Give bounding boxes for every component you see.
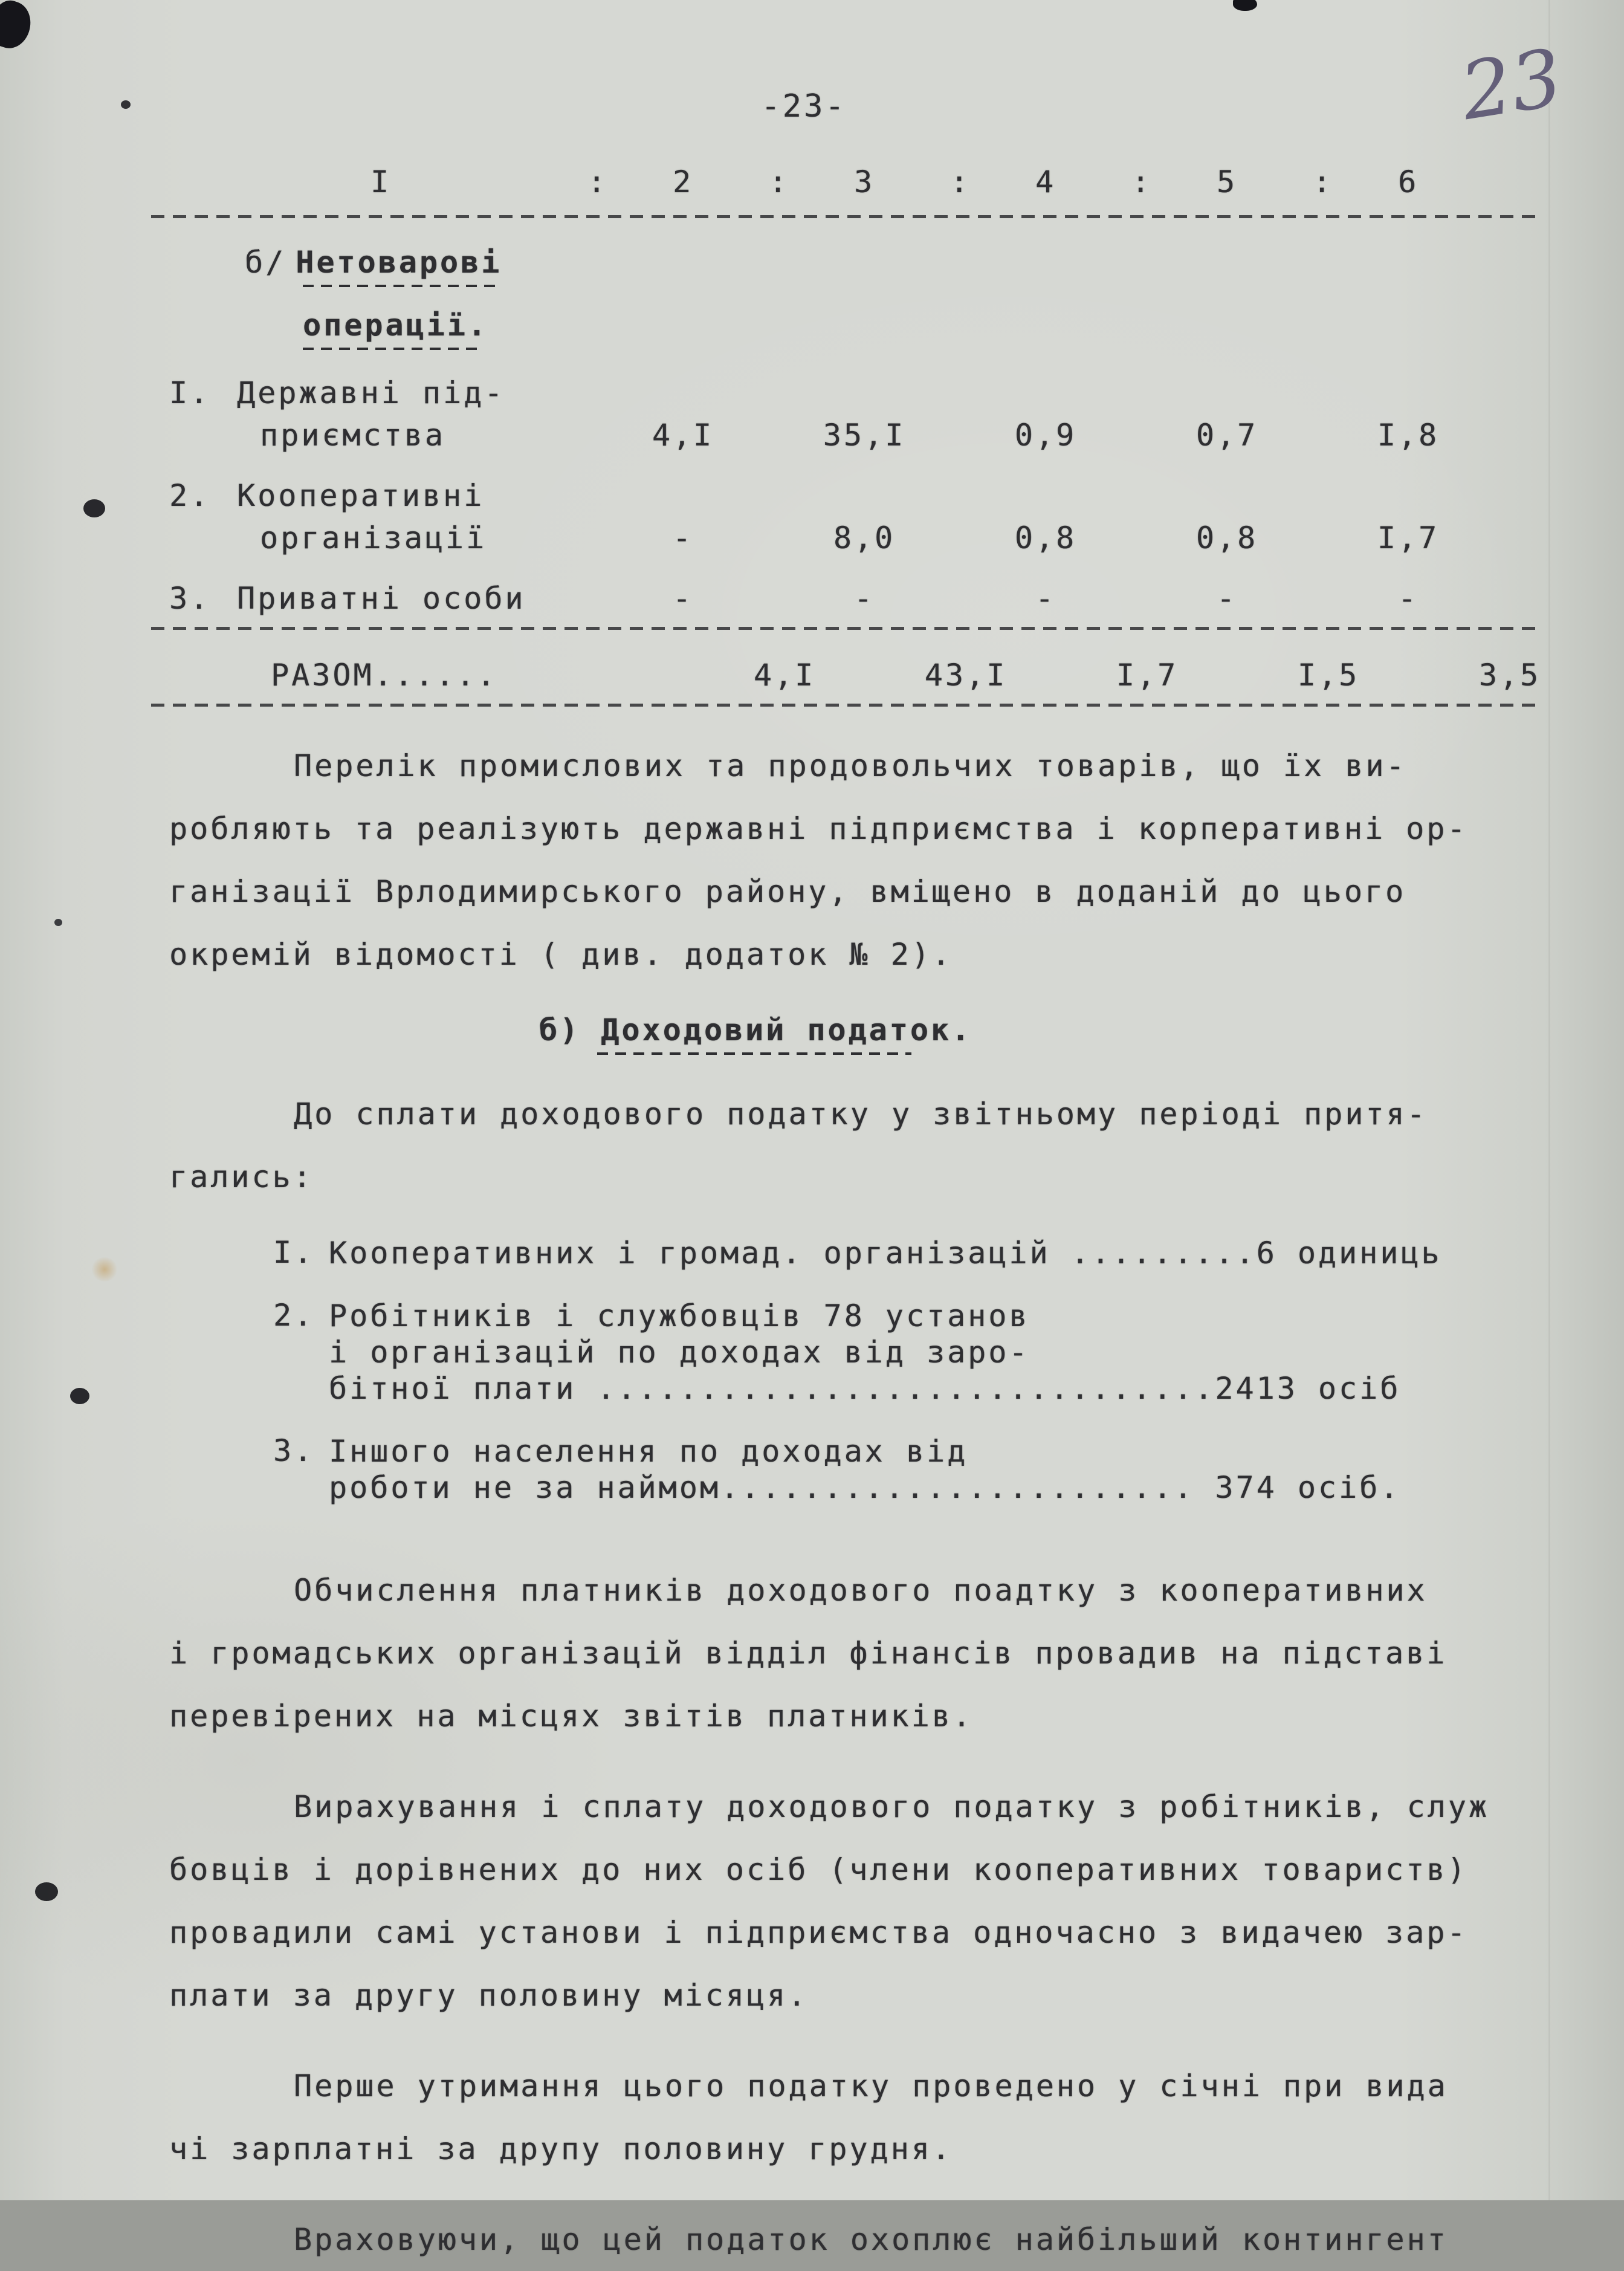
- numbered-list: [169, 1235, 1521, 1506]
- paragraph-line: окремій відомості ( див. додаток № 2).: [169, 937, 953, 972]
- cell-value: 35,І: [823, 418, 906, 453]
- paragraph-line: Перше утримання цього податку проведено у січні при вида: [294, 2069, 1448, 2104]
- column-label: : 5: [1131, 164, 1238, 199]
- dashed-underline: [597, 1052, 911, 1055]
- punch-hole: [35, 1882, 58, 1901]
- cell-value: І,5: [1297, 658, 1360, 693]
- paragraph-line: Обчислення платників доходового поадтку з кооперативних: [294, 1573, 1428, 1608]
- cell-value: 0,9: [1014, 418, 1077, 453]
- paragraph-line: До сплати доходового податку у звітньому періоді притя-: [294, 1097, 1428, 1132]
- paragraph-line: ганізації Врлодимирського району, вміщено в доданій до цього: [169, 874, 1406, 909]
- paragraph: [169, 734, 1521, 986]
- section-marker: б/: [245, 245, 286, 280]
- cell-value: -: [672, 581, 694, 616]
- total-label: РАЗОМ......: [271, 658, 498, 693]
- paragraph: [169, 2208, 1521, 2271]
- paragraph-line: провадили самі установи і підприємства одночасно з видачею зар-: [169, 1915, 1468, 1950]
- cell-value: 8,0: [833, 520, 896, 556]
- row-label: І. Державні під- приємства: [169, 375, 505, 453]
- table-row: [0, 478, 1624, 556]
- row-number: І.: [169, 375, 211, 410]
- table-section-heading: [245, 245, 1624, 350]
- cell-value: 43,І: [924, 658, 1008, 693]
- table-separator-line: [151, 704, 1541, 707]
- subheading: б) Доходовий податок.: [539, 1012, 972, 1048]
- cell-value: 4,І: [753, 658, 816, 693]
- paragraph-line: Враховуючи, що цей податок охоплює найбільший контингент: [294, 2222, 1448, 2257]
- ink-speck: [54, 919, 62, 926]
- cell-value: 0,8: [1195, 520, 1258, 556]
- list-item: [169, 1433, 1521, 1506]
- paragraph: [169, 1775, 1521, 2027]
- cell-value: І,7: [1116, 658, 1179, 693]
- ink-speck: [121, 100, 131, 109]
- dashed-underline: [303, 348, 484, 350]
- column-separator: :: [769, 164, 790, 199]
- table-total-row: [0, 658, 1624, 693]
- list-item-line: роботи не за наймом....................... 374 осіб.: [329, 1470, 1401, 1505]
- dashed-underline: [303, 285, 502, 287]
- typed-page-number: -23-: [761, 88, 847, 125]
- list-item-number: 2.: [273, 1298, 315, 1333]
- column-separator: :: [1313, 164, 1334, 199]
- paragraph-line: і громадських організацій відділ фінансів провадив на підставі: [169, 1636, 1448, 1671]
- cell-value: -: [672, 520, 694, 556]
- cell-value: -: [1216, 581, 1238, 616]
- statistics-table: [0, 164, 1624, 707]
- row-label: 3. Приватні особи: [169, 581, 526, 616]
- column-separator: :: [1131, 164, 1153, 199]
- list-item-number: І.: [273, 1235, 315, 1270]
- column-separator: :: [587, 164, 609, 199]
- fold-line: [1548, 0, 1550, 2200]
- table-row: [0, 581, 1624, 616]
- cell-value: І,8: [1377, 418, 1440, 453]
- paper-stain: [91, 1257, 118, 1281]
- list-item: [169, 1298, 1521, 1407]
- handwritten-page-number: 23: [1454, 31, 1568, 138]
- column-label: : 3: [769, 164, 875, 199]
- cell-value: 3,5: [1478, 658, 1541, 693]
- paragraph: [169, 1083, 1521, 1208]
- paragraph-line: чі зарплатні за друпу половину грудня.: [169, 2131, 953, 2166]
- cell-value: 4,І: [652, 418, 714, 453]
- scan-artifact-corner: [0, 0, 36, 53]
- paragraph-line: Вирахування і сплату доходового податку з робітників, служ: [294, 1789, 1489, 1824]
- column-label: : 4: [950, 164, 1056, 199]
- list-item-line: Іншого населення по доходах від: [329, 1434, 968, 1469]
- cell-value: -: [853, 581, 875, 616]
- column-label: : 2: [587, 164, 694, 199]
- list-item: [169, 1235, 1521, 1271]
- list-item-line: бітної плати ..............................2413 осіб: [329, 1371, 1401, 1406]
- paragraph: [169, 2055, 1521, 2180]
- cell-value: 0,7: [1195, 418, 1258, 453]
- list-item-line: Робітників і службовців 78 установ: [329, 1298, 1030, 1333]
- subheading-block: [539, 1012, 972, 1055]
- paragraph-line: бовців і дорівнених до них осіб (члени кооперативних товариств): [169, 1852, 1468, 1887]
- punch-hole: [70, 1388, 89, 1404]
- cell-value: -: [1397, 581, 1419, 616]
- paragraph-line: гались:: [169, 1159, 314, 1194]
- section-title-line1: Нетоварові: [296, 245, 502, 280]
- table-separator-line: [151, 215, 1541, 218]
- list-item-line: Кооперативних і громад. організацій .........6 одиниць: [329, 1236, 1442, 1271]
- table-row: [0, 375, 1624, 453]
- table-header-row: [0, 164, 1624, 199]
- row-label: 2. Кооперативні організації: [169, 478, 487, 556]
- document-body: [0, 734, 1624, 2271]
- column-label: І: [370, 164, 392, 199]
- section-title-line2: операції.: [303, 308, 488, 343]
- table-separator-line: [151, 627, 1541, 630]
- paragraph: [169, 1559, 1521, 1748]
- column-separator: :: [950, 164, 971, 199]
- punch-hole: [83, 499, 105, 517]
- cell-value: 0,8: [1014, 520, 1077, 556]
- list-item-number: 3.: [273, 1433, 315, 1468]
- cell-value: -: [1035, 581, 1056, 616]
- list-item-line: і організацій по доходах від заро-: [329, 1335, 1030, 1370]
- paragraph-line: плати за другу половину місяця.: [169, 1978, 809, 2013]
- paragraph-line: робляють та реалізують державні підприємства і корперативні ор-: [169, 811, 1468, 846]
- cell-value: І,7: [1377, 520, 1440, 556]
- paragraph-line: перевірених на місцях звітів платників.: [169, 1699, 973, 1734]
- row-number: 3.: [169, 581, 211, 616]
- column-label: : 6: [1313, 164, 1419, 199]
- paragraph-line: Перелік промислових та продовольчих товарів, що їх ви-: [294, 748, 1407, 783]
- row-number: 2.: [169, 478, 211, 513]
